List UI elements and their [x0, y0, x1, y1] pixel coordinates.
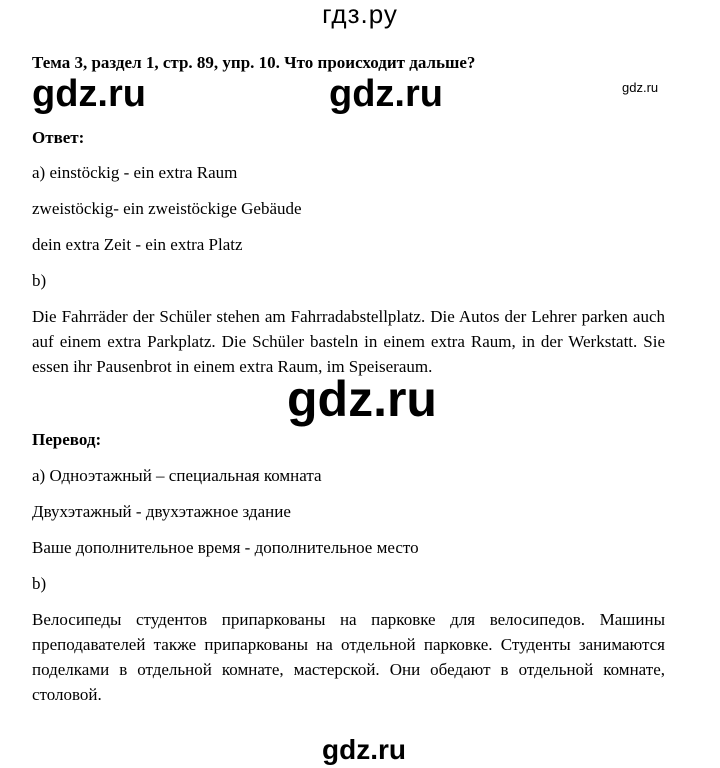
answer-line-a2: zweistöckig- ein zweistöckige Gebäude — [32, 199, 302, 218]
watermark-logo: gdz.ru — [322, 734, 406, 765]
translation-line-a1: а) Одноэтажный – специальная комната — [32, 466, 322, 485]
translation-heading: Перевод: — [32, 430, 102, 449]
translation-line-a3: Ваше дополнительное время - дополнительное место — [32, 538, 419, 557]
answer-line-a3: dein extra Zeit - ein extra Platz — [32, 235, 243, 254]
task-title: Тема 3, раздел 1, стр. 89, упр. 10. Что происходит дальше? — [32, 53, 476, 72]
translation-paragraph-b: Велосипеды студентов припаркованы на парковке для велосипедов. Машины преподавателей также припаркованы на отдельной парковке. Студенты занимаются поделками в отдельной комнате, мастерской. Они обедают в отдельной комнате, столовой. — [32, 610, 665, 704]
answer-line-b: b) — [32, 271, 47, 290]
answer-line-a1: а) einstöckig - ein extra Raum — [32, 163, 238, 182]
watermark-logo: gdz.ru — [622, 80, 659, 95]
site-header: гдз.ру — [322, 0, 398, 29]
watermark-logo: gdz.ru — [329, 73, 443, 115]
answer-heading: Ответ: — [32, 128, 85, 147]
watermark-logo: gdz.ru — [287, 371, 437, 427]
translation-line-a2: Двухэтажный - двухэтажное здание — [32, 502, 291, 521]
answer-paragraph-b: Die Fahrräder der Schüler stehen am Fahrradabstellplatz. Die Autos der Lehrer parken auch auf einem extra Parkplatz. Die Schüler basteln in einem extra Raum, in der Werkstatt. Sie essen ihr Pausenbrot in einem extra Raum, im Speiseraum. — [32, 307, 665, 376]
watermark-logo: gdz.ru — [32, 73, 146, 115]
translation-line-b: b) — [32, 574, 47, 593]
